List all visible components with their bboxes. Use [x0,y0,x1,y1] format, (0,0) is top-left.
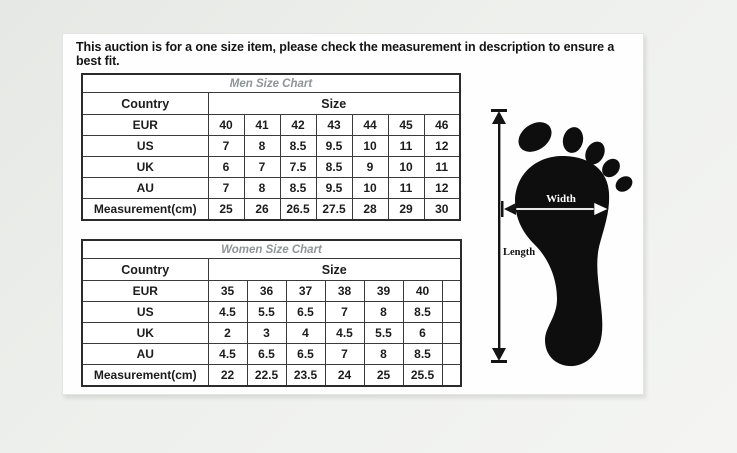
chart-header-row [82,93,460,115]
foot-silhouette [513,116,636,366]
size-cell: 41 [244,115,280,136]
size-cell: 12 [424,178,460,199]
auction-notice: This auction is for a one size item, please check the measurement in description to ensure a best fit. [76,40,615,68]
content-panel [62,33,644,395]
size-cell: 9.5 [316,178,352,199]
row-label: Measurement(cm) [82,199,208,221]
size-cell: 10 [352,136,388,157]
size-cell: 7 [325,344,364,365]
row-label: EUR [82,281,208,302]
size-cell: 7 [325,302,364,323]
table-row [82,344,461,365]
men-size-chart-table [81,73,461,221]
chart-title-row [82,240,461,259]
row-label: AU [82,344,208,365]
size-cell: 4.5 [325,323,364,344]
size-cell: 12 [424,136,460,157]
size-cell: 25 [208,199,244,221]
row-label: EUR [82,115,208,136]
table-row [82,323,461,344]
size-cell: 10 [352,178,388,199]
size-cell: 2 [208,323,247,344]
size-cell: 7.5 [280,157,316,178]
size-cell: 7 [208,178,244,199]
foot-diagram [487,107,649,377]
size-cell: 38 [325,281,364,302]
size-cell: 45 [388,115,424,136]
size-cell: 6 [208,157,244,178]
row-label: UK [82,323,208,344]
size-cell: 11 [424,157,460,178]
size-cell: 8 [244,178,280,199]
size-cell: 4.5 [208,344,247,365]
size-cell: 5.5 [364,323,403,344]
size-cell: 35 [208,281,247,302]
row-label: Measurement(cm) [82,365,208,387]
size-cell: 4 [286,323,325,344]
women-size-chart-table [81,239,462,387]
size-cell: 24 [325,365,364,387]
country-header: Country [82,259,208,281]
foot-diagram-svg [487,107,649,377]
size-cell: 6 [403,323,442,344]
size-cell: 40 [403,281,442,302]
size-cell: 36 [247,281,286,302]
empty-cell [442,281,461,302]
row-label: US [82,136,208,157]
size-cell: 42 [280,115,316,136]
empty-cell [442,323,461,344]
toe [613,173,636,195]
size-cell: 22 [208,365,247,387]
size-cell: 8 [364,344,403,365]
table-row [82,178,460,199]
size-cell: 8.5 [403,344,442,365]
size-cell: 40 [208,115,244,136]
size-cell: 8.5 [403,302,442,323]
size-cell: 11 [388,136,424,157]
size-cell: 11 [388,178,424,199]
size-cell: 22.5 [247,365,286,387]
row-label: US [82,302,208,323]
size-cell: 9 [352,157,388,178]
table-row [82,157,460,178]
size-cell: 37 [286,281,325,302]
size-cell: 8 [244,136,280,157]
table-row [82,199,460,221]
row-label: UK [82,157,208,178]
size-cell: 10 [388,157,424,178]
size-cell: 27.5 [316,199,352,221]
empty-cell [442,365,461,387]
size-cell: 29 [388,199,424,221]
length-label: Length [503,247,536,258]
size-cell: 30 [424,199,460,221]
table-row [82,302,461,323]
chart-header-row [82,259,461,281]
table-row [82,365,461,387]
size-cell: 6.5 [286,302,325,323]
length-arrow [491,109,507,363]
size-header: Size [208,93,460,115]
chart-title: Women Size Chart [82,240,461,259]
size-cell: 8.5 [316,157,352,178]
size-cell: 46 [424,115,460,136]
size-cell: 7 [244,157,280,178]
size-cell: 3 [247,323,286,344]
empty-cell [442,302,461,323]
row-label: AU [82,178,208,199]
size-cell: 39 [364,281,403,302]
size-cell: 23.5 [286,365,325,387]
size-cell: 26 [244,199,280,221]
big-toe [513,116,557,158]
size-cell: 4.5 [208,302,247,323]
size-cell: 26.5 [280,199,316,221]
table-row [82,115,460,136]
size-cell: 6.5 [247,344,286,365]
empty-cell [442,344,461,365]
size-cell: 43 [316,115,352,136]
chart-title: Men Size Chart [82,74,460,93]
size-cell: 44 [352,115,388,136]
size-cell: 8.5 [280,178,316,199]
country-header: Country [82,93,208,115]
size-header: Size [208,259,461,281]
size-cell: 25 [364,365,403,387]
chart-title-row [82,74,460,93]
size-cell: 8.5 [280,136,316,157]
width-label: Width [546,193,576,205]
table-row [82,281,461,302]
size-cell: 6.5 [286,344,325,365]
size-cell: 8 [364,302,403,323]
size-cell: 28 [352,199,388,221]
table-row [82,136,460,157]
size-cell: 7 [208,136,244,157]
toe [561,125,586,155]
size-cell: 25.5 [403,365,442,387]
size-cell: 9.5 [316,136,352,157]
size-cell: 5.5 [247,302,286,323]
